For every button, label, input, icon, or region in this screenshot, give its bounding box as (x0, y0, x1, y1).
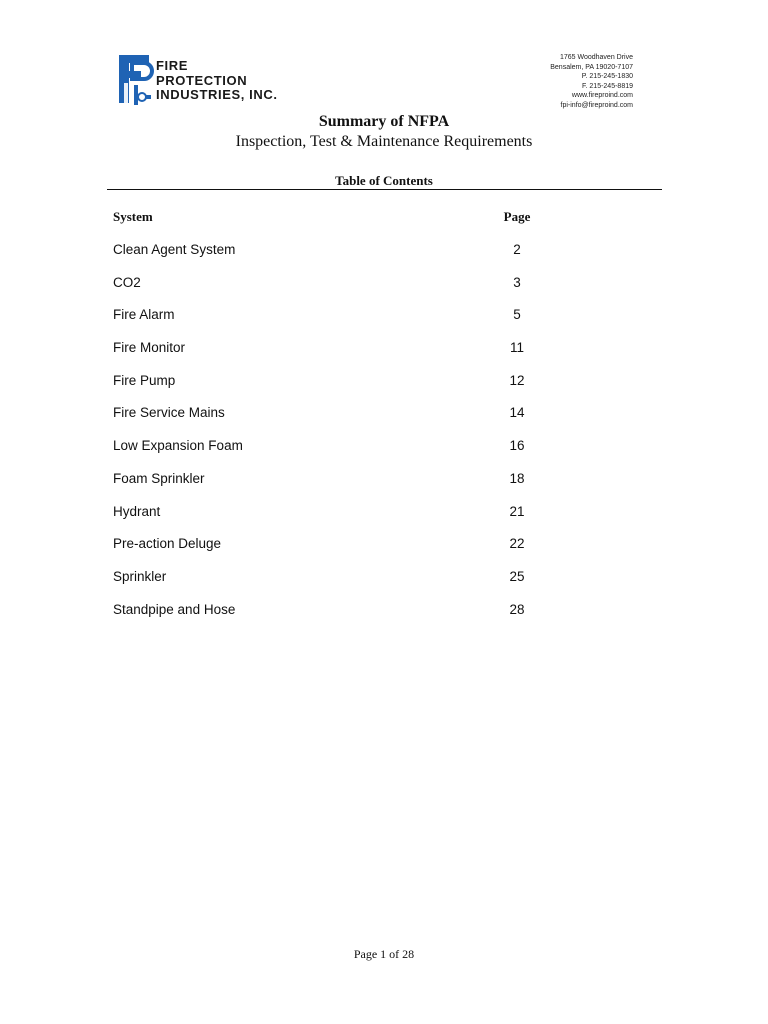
toc-row[interactable] (0, 307, 768, 327)
toc-page-number: 11 (509, 340, 524, 355)
toc-system-name: Fire Alarm (113, 307, 175, 322)
toc-page-number: 21 (509, 504, 525, 519)
logo-wordmark (156, 59, 278, 103)
address-street: 1765 Woodhaven Drive (559, 54, 633, 61)
toc-system-name: Low Expansion Foam (113, 438, 243, 453)
company-address (550, 53, 633, 110)
toc-page-number: 5 (513, 307, 521, 322)
logo-line-3: INDUSTRIES, INC. (156, 87, 278, 102)
toc-system-name: Hydrant (113, 504, 161, 519)
logo-line-2: PROTECTION (156, 72, 248, 88)
toc-row[interactable] (0, 373, 768, 393)
toc-row[interactable] (0, 569, 768, 589)
logo-line-1: FIRE (156, 58, 189, 73)
address-web[interactable]: www.fireproind.com (571, 92, 633, 99)
heading-divider (107, 189, 662, 190)
company-logo (118, 53, 298, 109)
column-header-system: System (113, 209, 153, 224)
toc-row[interactable] (0, 504, 768, 524)
toc-page-number: 14 (509, 405, 525, 420)
document-title: Summary of NFPA (318, 113, 450, 130)
document-subtitle: Inspection, Test & Maintenance Requirements (235, 133, 533, 150)
toc-row[interactable] (0, 405, 768, 425)
toc-row[interactable] (0, 275, 768, 295)
address-email[interactable]: fpi-info@fireproind.com (560, 101, 633, 109)
toc-system-name: Sprinkler (113, 569, 167, 584)
toc-row[interactable] (0, 471, 768, 491)
page-footer: Page 1 of 28 (353, 947, 415, 961)
toc-system-name: CO2 (113, 275, 141, 290)
toc-system-name: Fire Pump (113, 373, 176, 388)
toc-system-name: Standpipe and Hose (113, 602, 236, 617)
address-phone: P. 215-245-1830 (581, 73, 633, 80)
toc-page-number: 22 (509, 536, 525, 551)
toc-system-name: Fire Monitor (113, 340, 186, 355)
toc-system-name: Pre-action Deluge (113, 536, 222, 551)
toc-page-number: 2 (513, 242, 521, 257)
toc-page-number: 28 (509, 602, 525, 617)
toc-row[interactable] (0, 438, 768, 458)
toc-row[interactable] (0, 340, 768, 360)
toc-system-name: Foam Sprinkler (113, 471, 205, 486)
address-city: Bensalem, PA 19020-7107 (550, 63, 633, 71)
toc-system-name: Fire Service Mains (113, 405, 225, 420)
toc-page-number: 25 (509, 569, 525, 584)
toc-row[interactable] (0, 242, 768, 262)
toc-row[interactable] (0, 602, 768, 622)
toc-page-number: 3 (513, 275, 521, 290)
toc-page-number: 16 (509, 438, 525, 453)
toc-page-number: 18 (509, 471, 525, 486)
toc-row[interactable] (0, 536, 768, 556)
toc-page-number: 12 (509, 373, 525, 388)
fpi-logo-icon (118, 53, 154, 107)
address-fax: F. 215-245-8819 (582, 82, 633, 90)
toc-heading: Table of Contents (335, 173, 433, 188)
toc-system-name: Clean Agent System (113, 242, 236, 257)
column-header-page: Page (503, 209, 531, 224)
